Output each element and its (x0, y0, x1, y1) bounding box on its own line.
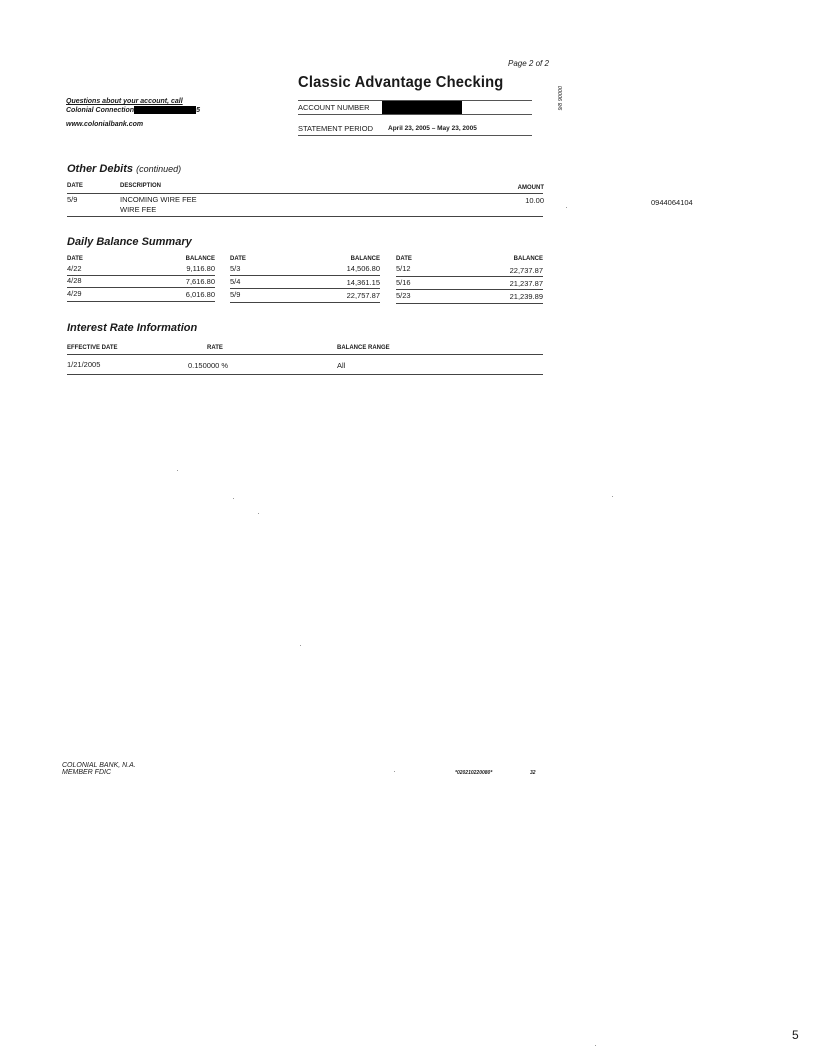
corner-page-number: 5 (792, 1028, 799, 1042)
divider (396, 289, 543, 290)
divider (230, 275, 380, 276)
balance-col-balance: BALANCE (185, 256, 215, 262)
statement-title: Classic Advantage Checking (298, 74, 504, 91)
divider (67, 301, 215, 302)
contact-suffix: 5 (196, 106, 200, 114)
account-number-label: ACCOUNT NUMBER (298, 103, 370, 112)
interest-effective-date: 1/21/2005 (67, 360, 101, 369)
statement-period-row (298, 122, 532, 136)
scan-speck (258, 513, 259, 514)
scan-speck (595, 1045, 596, 1046)
divider (67, 374, 543, 375)
document-code: *020210220080* (455, 770, 493, 776)
debit-row-amount: 10.00 (525, 196, 544, 205)
other-debits-col-date: DATE (67, 183, 83, 189)
other-debits-col-amount: AMOUNT (517, 185, 544, 191)
balance-date: 5/3 (230, 264, 241, 273)
scan-speck (566, 207, 567, 208)
account-info-box (298, 100, 532, 136)
balance-date: 5/12 (396, 264, 411, 273)
divider (67, 275, 215, 276)
balance-amount: 22,737.87 (509, 266, 543, 275)
scan-speck (612, 496, 613, 497)
balance-amount: 14,506.80 (346, 264, 380, 273)
daily-balance-title: Daily Balance Summary (67, 236, 192, 248)
other-debits-subtitle: (continued) (136, 164, 182, 174)
redacted-account-number (382, 101, 462, 114)
balance-amount: 9,116.80 (186, 264, 215, 273)
balance-col-balance: BALANCE (350, 256, 380, 262)
balance-col-date: DATE (67, 256, 83, 262)
balance-date: 5/16 (396, 278, 411, 287)
contact-line-1: Questions about your account, call (66, 98, 183, 105)
statement-period-value: April 23, 2005 – May 23, 2005 (388, 125, 477, 132)
redacted-phone (134, 106, 196, 114)
divider (67, 193, 543, 194)
contact-service-name: Colonial Connection (66, 106, 135, 114)
contact-line-2 (66, 106, 200, 115)
balance-col-balance: BALANCE (513, 256, 543, 262)
divider (230, 302, 380, 303)
interest-col-effective-date: EFFECTIVE DATE (67, 345, 118, 351)
contact-info (66, 98, 200, 115)
bank-name: COLONIAL BANK, N.A. (62, 762, 136, 769)
scan-speck (233, 498, 234, 499)
other-debits-heading (67, 163, 181, 175)
bank-member: MEMBER FDIC (62, 769, 111, 776)
balance-amount: 7,616.80 (185, 277, 215, 286)
divider (396, 303, 543, 304)
balance-date: 4/22 (67, 264, 82, 273)
debit-row-description-1: INCOMING WIRE FEE (120, 195, 197, 204)
balance-date: 5/23 (396, 291, 411, 300)
debit-row-description-2: WIRE FEE (120, 205, 157, 214)
document-code-suffix: 32 (530, 770, 536, 776)
side-account-number: 0944064104 (651, 198, 693, 207)
interest-balance-range: All (337, 361, 346, 370)
debit-row-date: 5/9 (67, 195, 78, 204)
interest-col-balance-range: BALANCE RANGE (337, 345, 390, 351)
scan-speck (177, 470, 178, 471)
interest-title: Interest Rate Information (67, 322, 198, 334)
scan-speck (394, 771, 395, 772)
statement-period-label: STATEMENT PERIOD (298, 124, 374, 133)
balance-date: 5/4 (230, 277, 241, 286)
balance-amount: 21,237.87 (509, 279, 543, 288)
balance-date: 4/29 (67, 289, 82, 298)
balance-col-date: DATE (396, 256, 412, 262)
balance-date: 4/28 (67, 276, 82, 285)
balance-amount: 21,239.89 (509, 292, 543, 301)
divider (67, 354, 543, 355)
account-number-row (298, 100, 532, 115)
divider (396, 276, 543, 277)
balance-amount: 6,016.80 (185, 290, 215, 299)
interest-rate: 0.150000 % (188, 361, 229, 370)
scan-speck (300, 645, 301, 646)
website-link[interactable]: www.colonialbank.com (66, 121, 144, 128)
divider (67, 216, 543, 217)
divider (230, 288, 380, 289)
balance-date: 5/9 (230, 290, 241, 299)
vertical-code: 9/8 90000 (558, 86, 564, 111)
interest-col-rate: RATE (207, 345, 223, 351)
bank-footer (62, 762, 136, 776)
balance-amount: 22,757.87 (346, 291, 380, 300)
other-debits-title: Other Debits (67, 163, 134, 175)
divider (67, 287, 215, 288)
page-number: Page 2 of 2 (508, 59, 549, 68)
balance-amount: 14,361.15 (346, 278, 380, 287)
balance-col-date: DATE (230, 256, 246, 262)
other-debits-col-description: DESCRIPTION (120, 183, 162, 189)
